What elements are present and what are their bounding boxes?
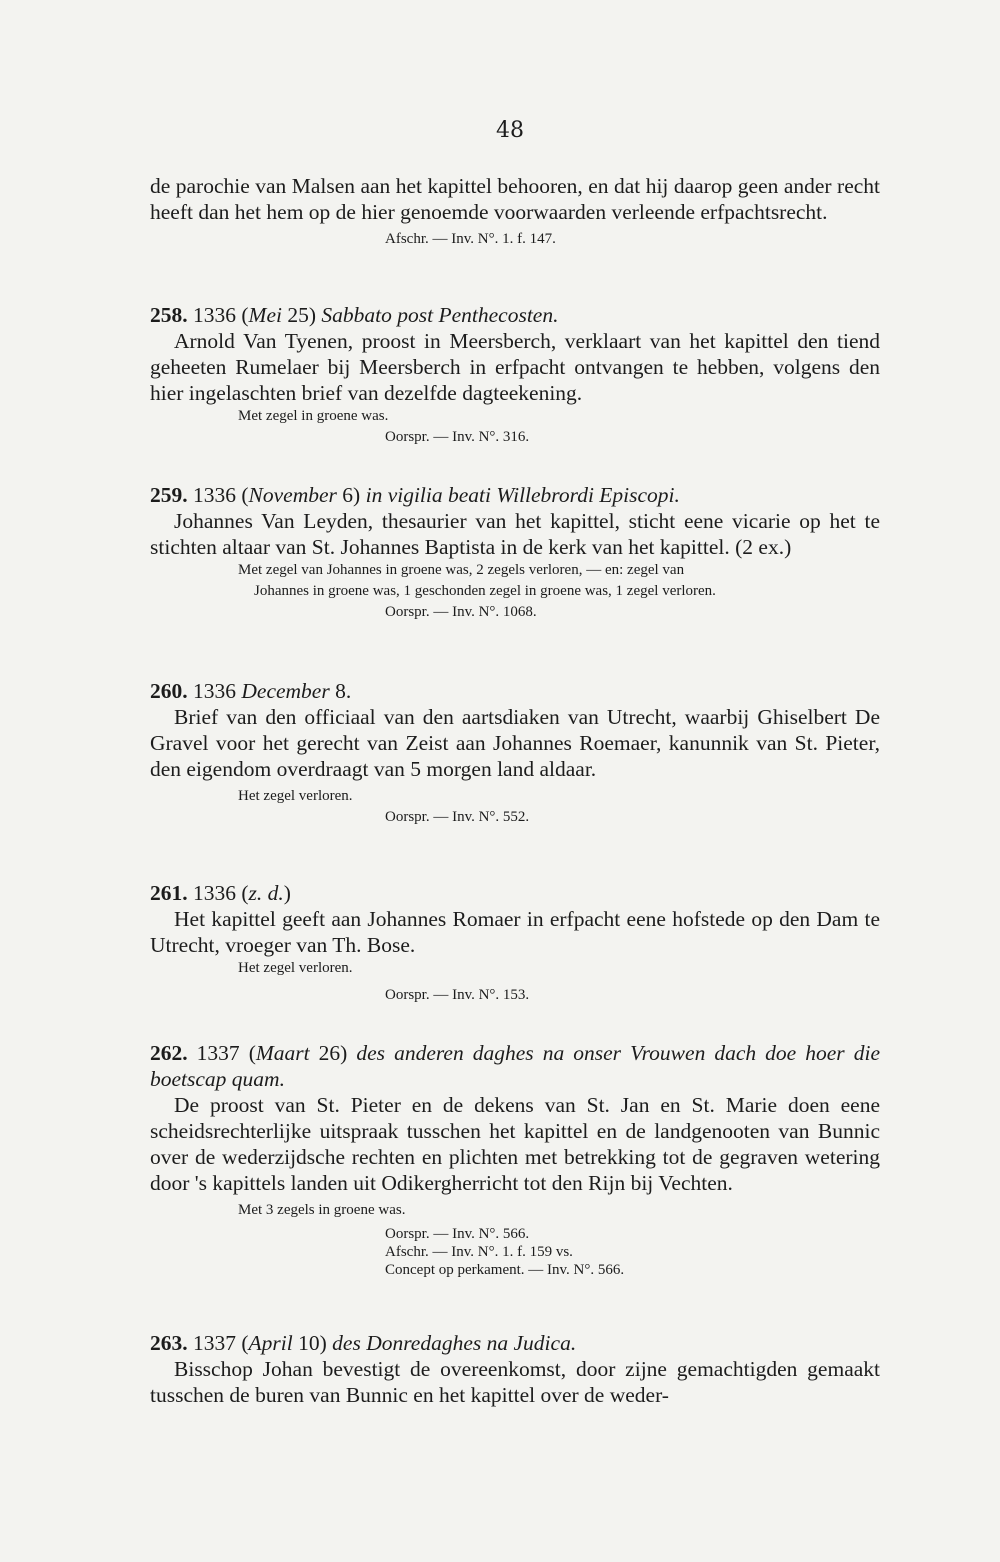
entry-number: 263. xyxy=(150,1331,188,1355)
entry-heading xyxy=(150,678,880,704)
source-line: Concept op perkament. — Inv. N°. 566. xyxy=(385,1262,625,1278)
source-line: Oorspr. — Inv. N°. 153. xyxy=(385,987,530,1003)
source-line: Afschr. — Inv. N°. 1. f. 159 vs. xyxy=(385,1244,573,1260)
entry-number: 258. xyxy=(150,303,188,327)
entry-261 xyxy=(150,880,880,1006)
entry-latin-date: Sabbato post Penthecosten. xyxy=(321,303,559,327)
entry-text: De proost van St. Pieter en de dekens van St. Jan en St. Marie doen eene scheidsrechterlijke uitspraak tusschen het kapittel en de landgenooten van Bunnic over de wederzijdsche rechten en plichten met betrekking tot de gegraven wetering door 's kapittels landen uit Odikergherricht tot den Rijn bij Vechten. xyxy=(150,1093,880,1195)
entry-260 xyxy=(150,678,880,828)
entry-number: 259. xyxy=(150,483,188,507)
entry-date: 1336 (z. d.) xyxy=(193,881,291,905)
intro-text: de parochie van Malsen aan het kapittel behooren, en dat hij daarop geen ander recht heeft dan het hem op de hier genoemde voorwaarden verleende erfpachtsrecht. xyxy=(150,174,880,224)
seal-note: Met zegel in groene was. xyxy=(238,408,389,424)
entry-heading xyxy=(150,1040,880,1092)
seal-note: Met 3 zegels in groene was. xyxy=(238,1202,406,1218)
source-line: Oorspr. — Inv. N°. 1068. xyxy=(385,604,537,620)
entry-latin-date: in vigilia beati Willebrordi Episcopi. xyxy=(365,483,680,507)
page-number: 48 xyxy=(496,118,524,143)
intro-block xyxy=(150,173,880,250)
seal-note: Het zegel verloren. xyxy=(238,788,353,804)
entry-date: 1336 December 8. xyxy=(193,679,352,703)
entry-text: Johannes Van Leyden, thesaurier van het kapittel, sticht eene vicarie op het te stichten altaar van St. Johannes Baptista in de kerk van het kapittel. (2 ex.) xyxy=(150,509,880,559)
entry-262 xyxy=(150,1040,880,1279)
entry-date: 1336 (November 6) xyxy=(193,483,361,507)
source-line: Afschr. — Inv. N°. 1. f. 147. xyxy=(385,231,556,247)
entry-latin-date: des anderen daghes na onser Vrouwen dach doe hoer die boetscap quam. xyxy=(150,1041,880,1091)
entry-heading xyxy=(150,1330,880,1356)
entry-latin-date: des Donredaghes na Judica. xyxy=(332,1331,577,1355)
entry-text: Het kapittel geeft aan Johannes Romaer in erfpacht eene hofstede op den Dam te Utrecht, vroeger van Th. Bose. xyxy=(150,907,880,957)
entry-heading xyxy=(150,302,880,328)
entry-number: 261. xyxy=(150,881,188,905)
source-line: Oorspr. — Inv. N°. 566. xyxy=(385,1226,530,1242)
entry-date: 1337 (Maart 26) xyxy=(196,1041,348,1065)
entry-258 xyxy=(150,302,880,448)
entry-text: Brief van den officiaal van den aartsdiaken van Utrecht, waarbij Ghiselbert De Gravel voor het gerecht van Zeist aan Johannes Roemaer, kanunnik van St. Pieter, den eigendom overdraagt van 5 morgen land aldaar. xyxy=(150,705,880,781)
entry-date: 1336 (Mei 25) xyxy=(193,303,317,327)
entry-text: Arnold Van Tyenen, proost in Meersberch, verklaart van het kapittel den tiend geheeten Rumelaer bij Meersberch in erfpacht ontvangen te hebben, volgens den hier ingelaschten brief van dezelfde dagteekening. xyxy=(150,329,880,405)
seal-note: Met zegel van Johannes in groene was, 2 zegels verloren, — en: zegel van Johannes in groene was, 1 geschonden zegel in groene was, 1 zegel verloren. xyxy=(238,562,716,599)
seal-note: Het zegel verloren. xyxy=(238,960,353,976)
entry-number: 260. xyxy=(150,679,188,703)
entry-heading xyxy=(150,482,880,508)
entry-heading xyxy=(150,880,880,906)
source-line: Oorspr. — Inv. N°. 316. xyxy=(385,429,530,445)
entry-text: Bisschop Johan bevestigt de overeenkomst, door zijne gemachtigden gemaakt tusschen de buren van Bunnic en het kapittel over de weder- xyxy=(150,1357,880,1407)
source-line: Oorspr. — Inv. N°. 552. xyxy=(385,809,530,825)
entry-259 xyxy=(150,482,880,623)
entry-date: 1337 (April 10) xyxy=(193,1331,327,1355)
entry-number: 262. xyxy=(150,1041,188,1065)
entry-263 xyxy=(150,1330,880,1408)
